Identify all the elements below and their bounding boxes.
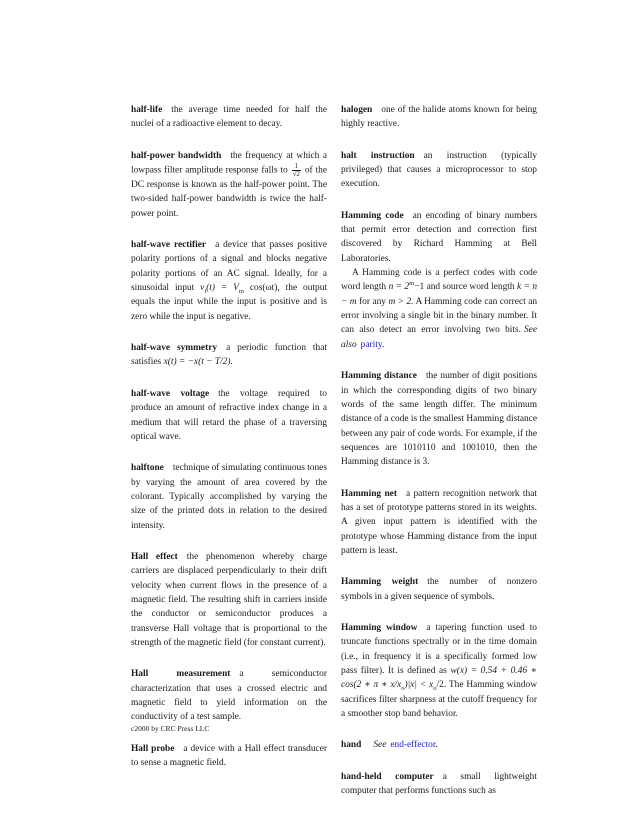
math-cos: cos(ωt), [249,283,280,294]
entry-definition: a device with a Hall effect transducer to sense a magnetic field. [131,743,327,769]
entry-definition-cont: the output equals the input while the input is positive and is zero while the input is negative. [131,283,328,322]
entry-half-wave-symmetry [131,341,327,370]
entry-half-power-bandwidth [131,149,327,221]
math-formula-end: )|x| < [404,680,427,691]
entry-definition: one of the halide atoms known for being highly reactive. [341,105,537,130]
entry-definition-cont: −1 and source word length [414,282,515,293]
entry-term: hand [341,740,362,751]
entry-half-life [131,103,327,132]
math-sub: i [204,287,207,295]
entry-half-wave-rectifier [131,238,327,324]
entry-definition-cont: A Hamming code is a perfect codes with code word length [341,268,537,293]
entry-definition: a small lightweight computer that performs functions such as [341,771,537,797]
entry-definition: a periodic function that satisfies [131,343,327,368]
entry-definition: an encoding of binary numbers that permit error detection and correction first discovered by Richard Hamming at Bell Laboratories. [341,210,537,264]
math-k-expr: k = n − m [341,282,538,307]
fraction-numerator: 1 [292,163,301,171]
math-sub: o [433,685,437,693]
math-expression: x(t) = −x(t − T/2). [163,357,233,368]
see-label: See [373,740,387,751]
entry-term: Hamming window [341,622,418,633]
link-parity[interactable]: parity [360,339,382,350]
see-also-label: See also [341,325,537,350]
entry-definition: the phenomenon whereby charge carriers are displaced perpendicularly to their drift velocity when current flows in the presence of a magnetic field. The resulting shift in carriers inside the conductor or semiconductor produces a transverse Hall voltage that is proportional to the strength of the magnetic field (for constant current). [131,551,328,648]
entry-paragraph [341,266,537,352]
math-m-expr: m > 2. [388,296,414,307]
entry-definition: technique of simulating continuous tones by varying the amount of area covered by the colorant. Typically accomplished by varying the size of the printed dots in relation to the desired intensity. [131,463,327,531]
entry-definition-cont: The Hamming window sacrifices filter sharpness at the cutoff frequency for a smoother stop band behavior. [341,680,537,720]
entry-hand [341,738,537,752]
entry-definition: a tapering function used to truncate functions spectrally or in the time domain (i.e., in frequency it is a specifically formed low pass filter). It is defined as [341,622,537,676]
entry-definition: the number of digit positions in which the corresponding digits of two binary words of the same length differ. The minimum distance of a code is the smallest Hamming distance between any pair of code words. For example, if the sequences are 1010110 and 1001010, then the Hamming distance is 3. [341,371,538,468]
entry-halftone [131,461,327,533]
math-n-expr: n = 2 [388,282,410,293]
entry-definition: an instruction (typically privileged) that causes a microprocessor to stop execution. [341,150,538,190]
entry-hamming-weight [341,575,537,604]
math-xo: x [429,680,434,691]
entry-term: Hall measurement [131,669,231,680]
entry-term: Hamming code [341,210,404,221]
entry-term: half-wave symmetry [131,343,218,354]
math-sub: o [401,685,405,693]
entry-term: Hamming distance [341,371,417,382]
entry-hamming-code [341,209,537,352]
entry-half-wave-voltage [131,387,327,444]
entry-term: half-power bandwidth [131,150,222,161]
entry-definition: a pattern recognition network that has a set of prototype patterns stored in its weights. A given input pattern is identified with the prototype whose Hamming distance from the input pattern is least. [341,488,537,556]
entry-hamming-distance [341,369,537,469]
right-column [341,103,537,815]
entry-definition-cont: A Hamming code can correct an error involving a single bit in the binary number. It can also detect an error involving two bits. [341,296,538,336]
entry-paragraph [341,209,537,266]
entry-hand-held-computer [341,770,537,799]
copyright-footer: c2000 by CRC Press LLC [131,724,210,733]
entry-hamming-window [341,621,537,721]
math-sup: m [409,280,415,288]
period: . [381,339,385,350]
math-v: v [200,283,205,294]
fraction-one-over-root-two [292,163,301,178]
entry-hall-probe [131,742,327,771]
math-t-expr: (t) = [206,283,228,294]
math-formula: w(x) = 0.54 + 0.46 ∗ cos(2 ∗ π ∗ x/x [341,666,538,691]
entry-term: half-life [131,105,163,115]
entry-term: halt instruction [341,150,415,161]
left-column [131,103,327,787]
entry-term: half-wave voltage [131,388,210,399]
entry-hall-measurement [131,667,327,724]
entry-term: Hall probe [131,743,175,754]
entry-term: Hamming net [341,488,397,499]
entry-definition: a device that passes positive polarity portions of a signal and blocks negative polarity portions of an AC signal. Ideally, for a sinusoidal input [131,240,327,294]
math-vm: V [233,283,239,294]
entry-term: Hall effect [131,551,178,562]
entry-definition-cont: of the DC response is known as the half-power point. The two-sided half-power bandwidth is twice the half-power point. [131,165,328,219]
entry-hamming-net [341,487,537,559]
entry-definition: the average time needed for half the nuclei of a radioactive element to decay. [131,105,327,130]
fraction-denominator: √2 [292,170,300,179]
entry-term: Hamming weight [341,577,419,588]
entry-term: halftone [131,463,164,474]
period: . [435,740,438,751]
entry-definition: the number of nonzero symbols in a given sequence of symbols. [341,577,537,602]
entry-term: half-wave rectifier [131,240,207,251]
entry-halt-instruction [341,149,537,192]
entry-term: hand-held computer [341,771,434,782]
entry-definition: the frequency at which a lowpass filter amplitude response falls to [131,150,327,176]
entry-hall-effect [131,550,327,650]
link-end-effector[interactable]: end-effector [390,740,436,751]
entry-definition: a semiconductor characterization that uses a crossed electric and magnetic field to yield information on the conductivity of a test sample. [131,669,327,723]
entry-term: halogen [341,105,373,115]
entry-halogen [341,103,537,132]
math-sub: m [238,287,244,295]
entry-definition: the voltage required to produce an amount of refractive index change in a medium that will retard the phase of a traversing optical wave. [131,388,327,442]
entry-definition-cont: for any [359,296,386,307]
math-xo-end: /2. [436,680,447,691]
